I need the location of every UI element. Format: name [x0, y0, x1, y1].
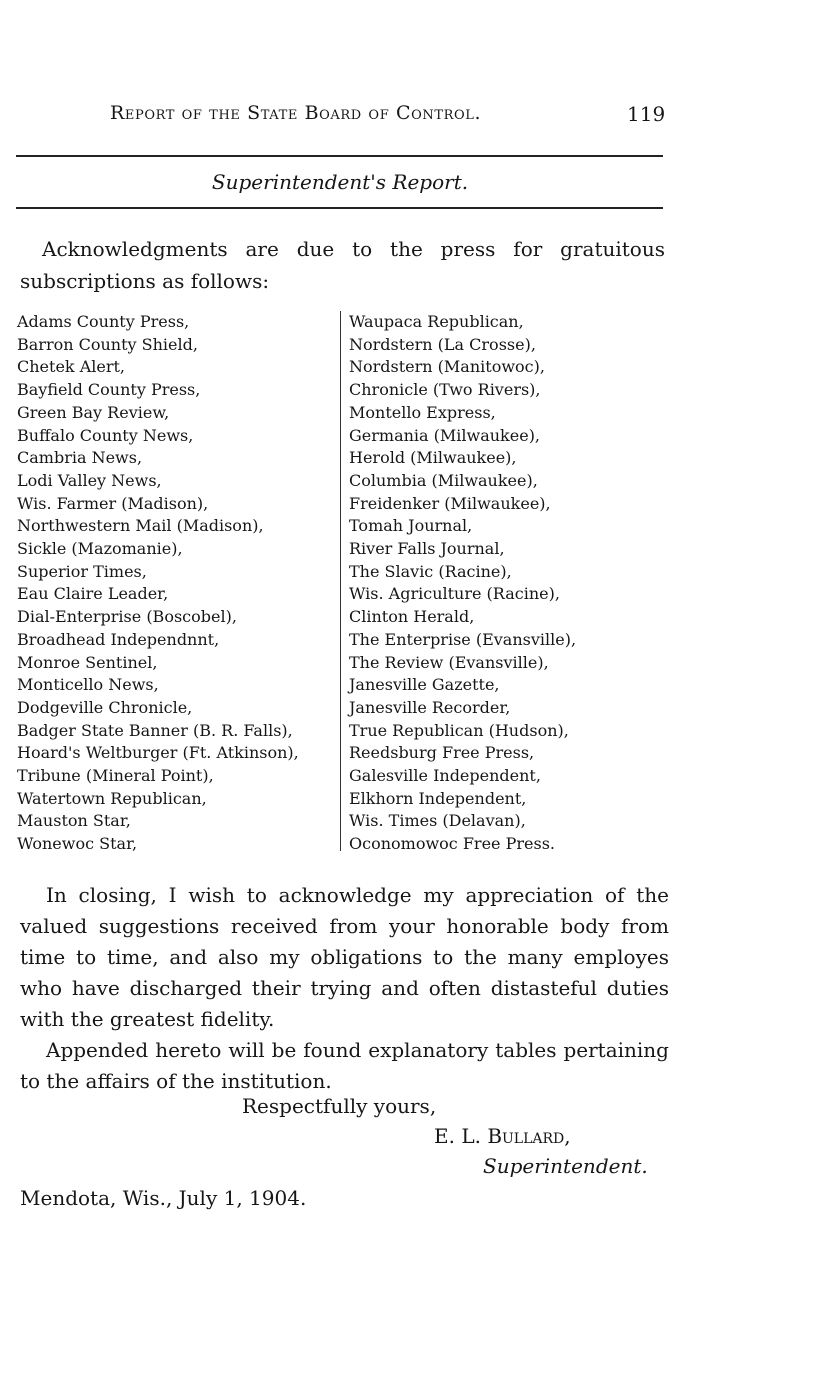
newspaper-item: The Slavic (Racine), [349, 561, 512, 581]
newspaper-item: Wis. Farmer (Madison), [17, 493, 209, 513]
newspaper-item: Janesville Recorder, [349, 697, 511, 717]
newspaper-item: Barron County Shield, [17, 334, 198, 354]
newspaper-item: Dodgeville Chronicle, [17, 697, 193, 717]
newspaper-item: Columbia (Milwaukee), [349, 470, 538, 490]
newspaper-item: Eau Claire Leader, [17, 584, 169, 604]
newspaper-item: Monticello News, [17, 675, 159, 695]
closing-paragraph-1: In closing, I wish to acknowledge my appreciation of the valued suggestions received from your honorable body from time to time, and also my obligations to the many employes who have discharged their trying and often distasteful duties with the greatest fidelity. [20, 883, 669, 1031]
newspaper-item: True Republican (Hudson), [349, 720, 569, 740]
newspaper-item: Northwestern Mail (Madison), [17, 516, 264, 536]
newspaper-item: Dial-Enterprise (Boscobel), [17, 607, 237, 627]
running-title: Report of the State Board of Control. [110, 102, 482, 124]
salutation: Respectfully yours, [242, 1094, 437, 1118]
section-title: Superintendent's Report. [211, 170, 469, 194]
newspaper-list-left [17, 311, 337, 856]
newspaper-item: The Review (Evansville), [349, 652, 549, 672]
newspaper-item: Mauston Star, [17, 811, 131, 831]
newspaper-item: River Falls Journal, [349, 539, 505, 559]
closing-paragraph-2: Appended hereto will be found explanatory tables pertaining to the affairs of the institution. [20, 1038, 669, 1093]
newspaper-item: Galesville Independent, [349, 766, 541, 786]
newspaper-item: Chronicle (Two Rivers), [349, 380, 541, 400]
newspaper-item: Wis. Times (Delavan), [349, 811, 526, 831]
newspaper-item: Hoard's Weltburger (Ft. Atkinson), [17, 743, 299, 763]
newspaper-item: Chetek Alert, [17, 357, 125, 377]
newspaper-item: Buffalo County News, [17, 425, 194, 445]
signer-title: Superintendent. [483, 1154, 648, 1178]
newspaper-item: Oconomowoc Free Press. [349, 834, 555, 854]
newspaper-item: Reedsburg Free Press, [349, 743, 535, 763]
newspaper-item: Nordstern (Manitowoc), [349, 357, 545, 377]
newspaper-item: Elkhorn Independent, [349, 788, 527, 808]
newspaper-item: Cambria News, [17, 448, 143, 468]
closing-section [20, 880, 669, 1097]
top-rule [16, 155, 663, 157]
newspaper-item: Tomah Journal, [349, 516, 473, 536]
newspaper-item: Waupaca Republican, [349, 312, 524, 331]
signer-name [434, 1124, 571, 1148]
signer-initials: E. L. [434, 1124, 481, 1148]
newspaper-item: Herold (Milwaukee), [349, 448, 517, 468]
intro-paragraph: Acknowledgments are due to the press for gratuitous subscriptions as follows: [20, 237, 665, 293]
newspaper-item: Freidenker (Milwaukee), [349, 493, 551, 513]
column-divider [340, 311, 341, 851]
newspaper-item: Broadhead Independnnt, [17, 629, 220, 649]
signer-surname: Bullard, [487, 1124, 571, 1148]
newspaper-item: Monroe Sentinel, [17, 652, 158, 672]
newspaper-item: Adams County Press, [17, 312, 190, 331]
running-head [0, 102, 823, 132]
newspaper-item: Wis. Agriculture (Racine), [349, 584, 560, 604]
bottom-rule [16, 207, 663, 209]
newspaper-item: Bayfield County Press, [17, 380, 201, 400]
newspaper-list-right [349, 311, 669, 856]
newspaper-item: Janesville Gazette, [349, 675, 500, 695]
newspaper-item: Sickle (Mazomanie), [17, 539, 183, 559]
newspaper-item: The Enterprise (Evansville), [349, 629, 577, 649]
newspaper-item: Superior Times, [17, 561, 147, 581]
newspaper-item: Lodi Valley News, [17, 470, 162, 490]
newspaper-item: Badger State Banner (B. R. Falls), [17, 720, 293, 740]
page-number: 119 [627, 102, 666, 126]
newspaper-item: Tribune (Mineral Point), [17, 766, 214, 786]
newspaper-item: Nordstern (La Crosse), [349, 334, 536, 354]
newspaper-item: Watertown Republican, [17, 788, 207, 808]
newspaper-item: Green Bay Review, [17, 402, 170, 422]
newspaper-item: Montello Express, [349, 402, 496, 422]
dateline: Mendota, Wis., July 1, 1904. [20, 1186, 307, 1210]
newspaper-item: Germania (Milwaukee), [349, 425, 541, 445]
newspaper-item: Clinton Herald, [349, 607, 475, 627]
newspaper-item: Wonewoc Star, [17, 834, 138, 854]
